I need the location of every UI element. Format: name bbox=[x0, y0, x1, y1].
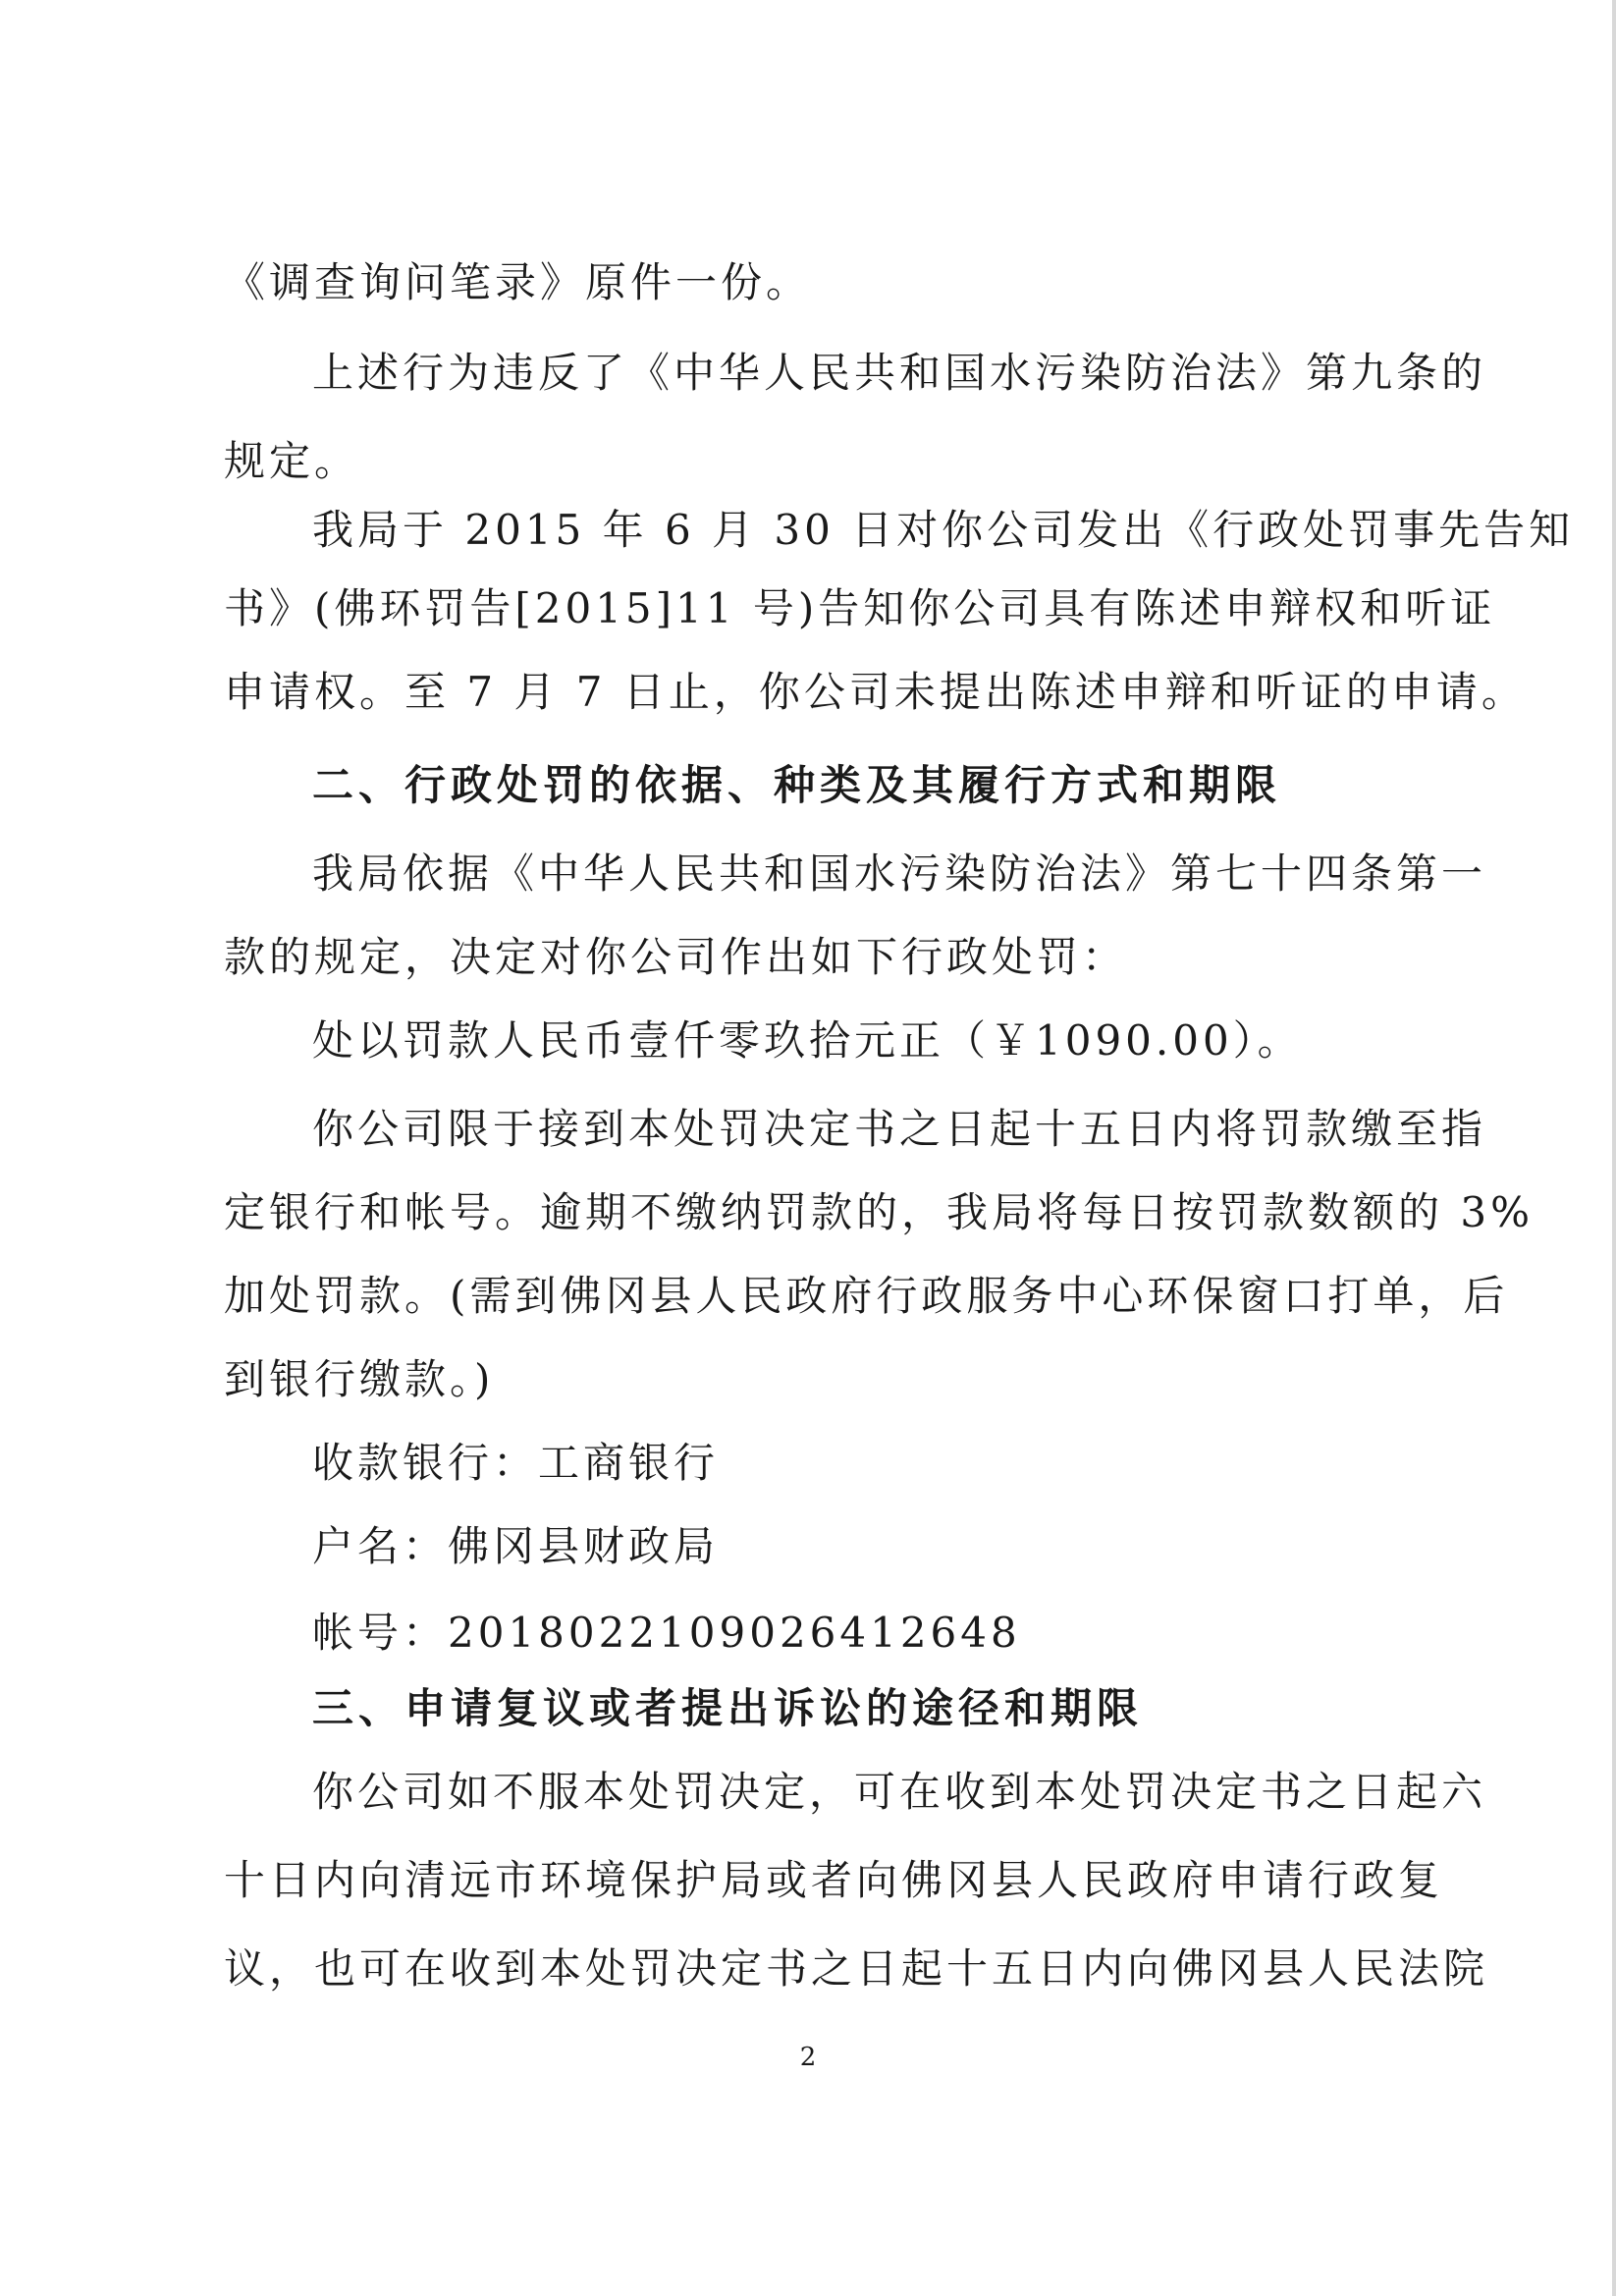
text-line: 帐号：2018022109026412648 bbox=[312, 1609, 1021, 1657]
text-line: 规定。 bbox=[224, 437, 360, 485]
text-line: 议，也可在收到本处罚决定书之日起十五日内向佛冈县人民法院 bbox=[224, 1944, 1489, 1993]
text-line: 款的规定，决定对你公司作出如下行政处罚： bbox=[224, 933, 1128, 981]
text-line: 户名：佛冈县财政局 bbox=[312, 1522, 720, 1570]
page-number: 2 bbox=[799, 2043, 817, 2072]
text-line: 你公司限于接到本处罚决定书之日起十五日内将罚款缴至指 bbox=[312, 1105, 1487, 1153]
text-line: 我局于 2015 年 6 月 30 日对你公司发出《行政处罚事先告知 bbox=[312, 506, 1575, 554]
section-heading: 三、申请复议或者提出诉讼的途径和期限 bbox=[312, 1684, 1144, 1732]
text-line: 我局依据《中华人民共和国水污染防治法》第七十四条第一 bbox=[312, 849, 1487, 898]
text-line: 收款银行：工商银行 bbox=[312, 1439, 720, 1487]
text-line: 到银行缴款。) bbox=[224, 1355, 495, 1403]
text-line: 十日内向清远市环境保护局或者向佛冈县人民政府申请行政复 bbox=[224, 1856, 1444, 1904]
text-line: 你公司如不服本处罚决定，可在收到本处罚决定书之日起六 bbox=[312, 1768, 1487, 1816]
text-line: 处以罚款人民币壹仟零玖拾元正（￥1090.00）。 bbox=[312, 1016, 1303, 1065]
text-line: 上述行为违反了《中华人民共和国水污染防治法》第九条的 bbox=[312, 349, 1487, 397]
text-line: 申请权。至 7 月 7 日止，你公司未提出陈述申辩和听证的申请。 bbox=[224, 668, 1527, 716]
text-line: 书》(佛环罚告[2015]11 号)告知你公司具有陈述申辩权和听证 bbox=[224, 584, 1496, 632]
scan-edge bbox=[1612, 0, 1616, 2296]
text-line: 加处罚款。(需到佛冈县人民政府行政服务中心环保窗口打单，后 bbox=[224, 1272, 1509, 1320]
text-line: 定银行和帐号。逾期不缴纳罚款的，我局将每日按罚款数额的 3% bbox=[224, 1188, 1534, 1236]
section-heading: 二、行政处罚的依据、种类及其履行方式和期限 bbox=[312, 761, 1282, 809]
text-line: 《调查询问笔录》原件一份。 bbox=[224, 258, 812, 306]
